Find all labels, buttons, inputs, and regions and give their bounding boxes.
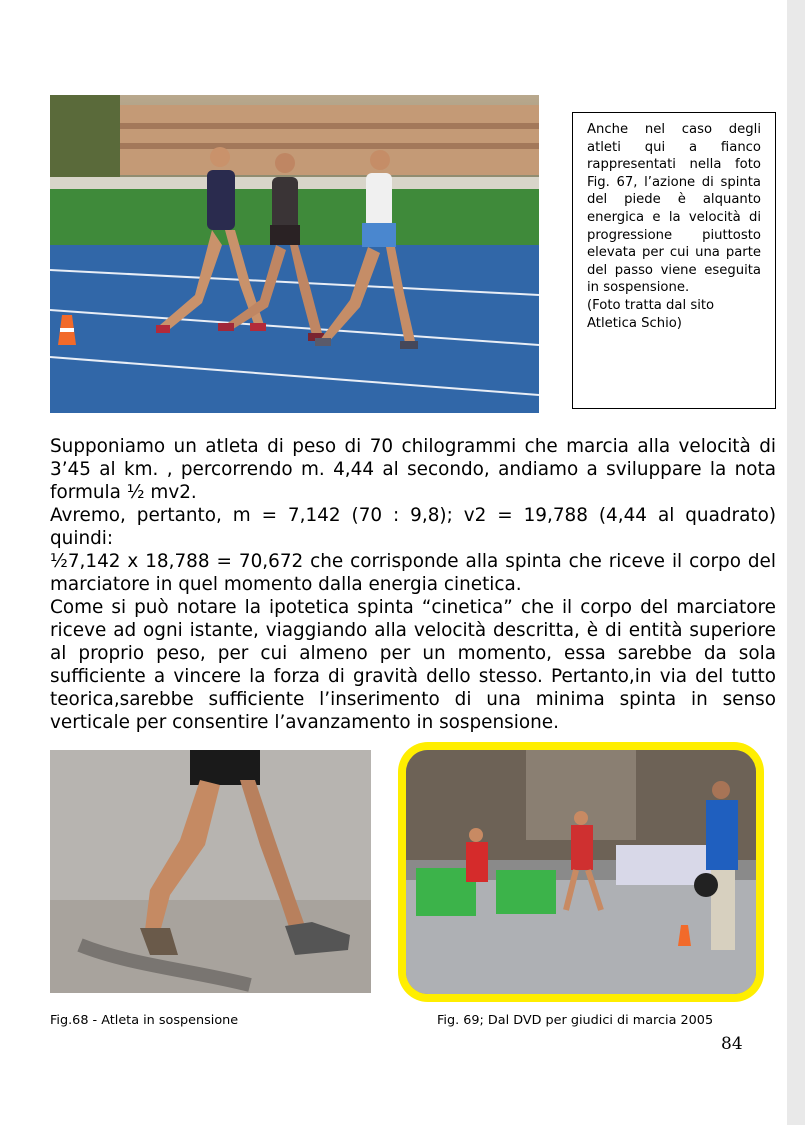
photo-race-judges <box>406 750 756 994</box>
photo-race-judges-frame <box>398 742 764 1002</box>
caption-source: (Foto tratta dal sito Atletica Schio) <box>587 297 715 331</box>
body-text <box>50 435 776 734</box>
caption-text: Anche nel caso degli atleti qui a fianco rappresentati nella foto Fig. 67, l’azione di spinta del piede è alquanto energica e la velocità di progressione piuttosto elevata per cui una parte del passo viene eseguita in sospensione. <box>587 122 761 296</box>
scrollbar[interactable] <box>787 0 805 1125</box>
paragraph-2: Avremo, pertanto, m = 7,142 (70 : 9,8); v2 = 19,788 (4,44 al quadrato) quindi: <box>50 505 776 549</box>
paragraph-1: Supponiamo un atleta di peso di 70 chilogrammi che marcia alla velocità di 3’45 al km. , percorrendo m. 4,44 al secondo, andiamo a sviluppare la nota formula ½ mv2. <box>50 436 776 503</box>
photo-caption-box <box>572 112 776 409</box>
paragraph-3: ½7,142 x 18,788 = 70,672 che corrisponde alla spinta che riceve il corpo del marciatore in quel momento dalla energia cinetica. <box>50 551 776 595</box>
page-number: 84 <box>721 1034 743 1054</box>
figure-69-caption: Fig. 69; Dal DVD per giudici di marcia 2005 <box>437 1013 714 1028</box>
figure-68-caption: Fig.68 - Atleta in sospensione <box>50 1013 239 1028</box>
photo-race-walkers <box>50 95 539 413</box>
photo-athlete-suspension <box>50 750 371 993</box>
paragraph-4: Come si può notare la ipotetica spinta “cinetica” che il corpo del marciatore riceve ad ogni istante, viaggiando alla velocità descritta, è di entità superiore al proprio peso, per cui almeno per un momento, essa sarebbe da sola sufficiente a vincere la forza di gravità dello stesso. Pertanto,in via del tutto teorica,sarebbe sufficiente l’inserimento di una minima spinta in senso verticale per consentire l’avanzamento in sospensione. <box>50 597 776 733</box>
